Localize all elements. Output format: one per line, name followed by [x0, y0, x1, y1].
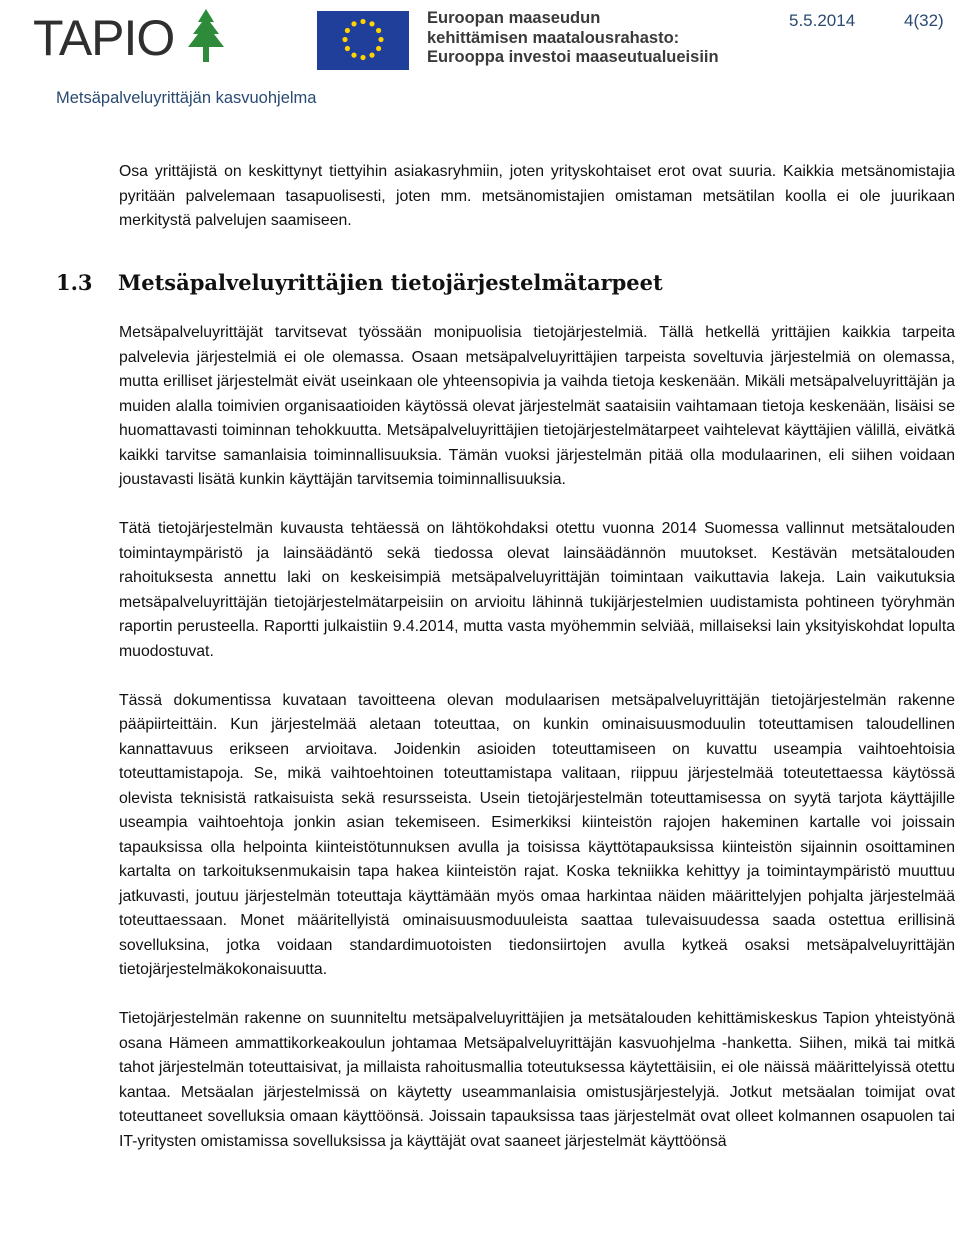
- section-body: [119, 321, 955, 1154]
- body-paragraph-2: Tätä tietojärjestelmän kuvausta tehtäessä on lähtökohdaksi otettu vuonna 2014 Suomessa vallinnut metsätalouden toimintaympäristö ja lainsäädäntö sekä tiedossa olevat lainsäädännön muutokset. Kestävän metsätalouden rahoituksesta annettu laki on keskeisimpiä metsäpalveluyrittäjän toimintaan vaikuttavia lakeja. Lain vaikutuksia metsäpalveluyrittäjän tietojärjestelmätarpeisiin on arvioitu lähinnä tukijärjestelmien uudistamista pohtineen työryhmän raportin perusteella. Raportti julkaistiin 9.4.2014, mutta vasta myöhemmin selviää, millaiseksi lain yksityiskohdat lopulta muodostuvat.: [119, 520, 955, 660]
- tapio-logo: [33, 8, 228, 66]
- eu-text-line: kehittämisen maatalousrahasto:: [427, 28, 680, 47]
- section-number: 1.3: [56, 270, 93, 295]
- section-title: Metsäpalveluyrittäjien tietojärjestelmätarpeet: [118, 270, 663, 295]
- page-number: 4(32): [904, 11, 944, 30]
- intro-section: [119, 160, 955, 234]
- header-date: 5.5.2014: [789, 11, 856, 30]
- eu-funding-text: [427, 9, 757, 68]
- body-paragraph-3: Tässä dokumentissa kuvataan tavoitteena olevan modulaarisen metsäpalveluyrittäjän tietojärjestelmän rakenne pääpiirteittäin. Kun järjestelmää aletaan toteuttaa, on kunkin ominaisuusmoduulin toteuttamisen taloudellinen kannattavuus erikseen arvioitava. Joidenkin asioiden toteuttamiseen on kuvattu useampia vaihtoehtoisia toteuttamistapoja. Se, mikä vaihtoehtoinen toteuttamistapa valitaan, riippuu järjestelmää toteutettaessa käytössä olevista teknisistä ratkaisuista sekä resursseista. Usein tietojärjestelmän toteuttamisessa on syytä tarjota käyttäjille useampia vaihtoehtoja jonkin asian tekemiseen. Esimerkiksi kiinteistön rajojen hakeminen kartalle voi joissain tapauksissa olla helpointa kiinteistötunnuksen avulla ja toisissa käyttötapauksissa kiinteistön sijainnin osoittaminen kartalta on tarkoituksenmukaisin tapa hakea kiinteistön rajat. Koska tekniikka kehittyy ja toimintaympäristö muuttuu jatkuvasti, joutuu järjestelmän toteuttaja käyttämään myös omaa harkintaa näiden määrittelyjen pohjalta järjestelmää toteuttaessaan. Monet määritellyistä ominaisuusmoduuleista saattaa tulevaisuudessa saada ostettua erillisinä sovelluksina, jotka voidaan standardimuotoisten tiedonsiirtojen avulla kytkeä osaksi metsäpalveluyrittäjän tietojärjestelmäkokonaisuutta.: [119, 691, 955, 978]
- page-header: [0, 0, 960, 120]
- body-paragraph-4: Tietojärjestelmän rakenne on suunniteltu metsäpalveluyrittäjien ja metsätalouden kehittämiskeskus Tapion yhteistyönä osana Hämeen ammattikorkeakoulun johtamaa Metsäpalveluyrittäjän kasvuohjelma -hanketta. Siihen, mikä tai mitkä tahot järjestelmän toteuttaisivat, ja millaista rahoitusmallia toteutuksessa käytettäisiin, ei ole näissä määrittelyissä otettu kantaa. Metsäalan järjestelmissä on käytetty useammanlaisia omistusjärjestelyjä. Jotkut metsäalan toimijat ovat toteuttaneet sovelluksia omaan käyttöönsä. Joissain tapauksissa taas järjestelmät ovat olleet kolmannen osapuolen tai IT-yritysten omistamissa sovelluksissa ja käyttäjät ovat saaneet järjestelmät käyttöönsä: [119, 1010, 955, 1150]
- section-heading: [56, 268, 936, 298]
- tapio-logo-text: TAPIO: [33, 10, 175, 66]
- intro-paragraph: Osa yrittäjistä on keskittynyt tiettyihin asiakasryhmiin, joten yrityskohtaiset erot ovat suuria. Kaikkia metsänomistajia pyritään palvelemaan tasapuolisesti, joten mm. metsänomistajien omistaman metsätilan koolla ei ole juurikaan merkitystä palvelujen saamiseen.: [119, 163, 955, 229]
- document-name: Metsäpalveluyrittäjän kasvuohjelma: [56, 89, 317, 107]
- tree-icon: [184, 8, 228, 64]
- body-paragraph-1: Metsäpalveluyrittäjät tarvitsevat työssään monipuolisia tietojärjestelmiä. Tällä hetkellä yrittäjien kaikkia tarpeita palvelevia järjestelmiä ei ole olemassa. Osaan metsäpalveluyrittäjien tarpeista soveltuvia järjestelmiä on olemassa, mutta erilliset järjestelmät eivät useinkaan ole yhteensopivia ja vaihda tietoja keskenään. Mikäli metsäpalveluyrittäjän ja muiden alalla toimivien organisaatioiden käytössä olevat järjestelmät saataisiin vaihtamaan tietoja keskenään, lisäisi se huomattavasti toiminnan tehokkuutta. Metsäpalveluyrittäjien tietojärjestelmätarpeet vaihtelevat käyttäjien välillä, eivätkä kaikki tarvitse samanlaisia toiminnallisuuksia. Tämän vuoksi järjestelmän pitää olla modulaarinen, eli siihen voidaan joustavasti lisätä kunkin käyttäjän tarvitsemia toiminnallisuuksia.: [119, 324, 955, 488]
- eu-flag-icon: [317, 11, 409, 70]
- eu-text-line: Euroopan maaseudun: [427, 9, 601, 27]
- eu-text-line: Eurooppa investoi maaseutualueisiin: [427, 48, 719, 66]
